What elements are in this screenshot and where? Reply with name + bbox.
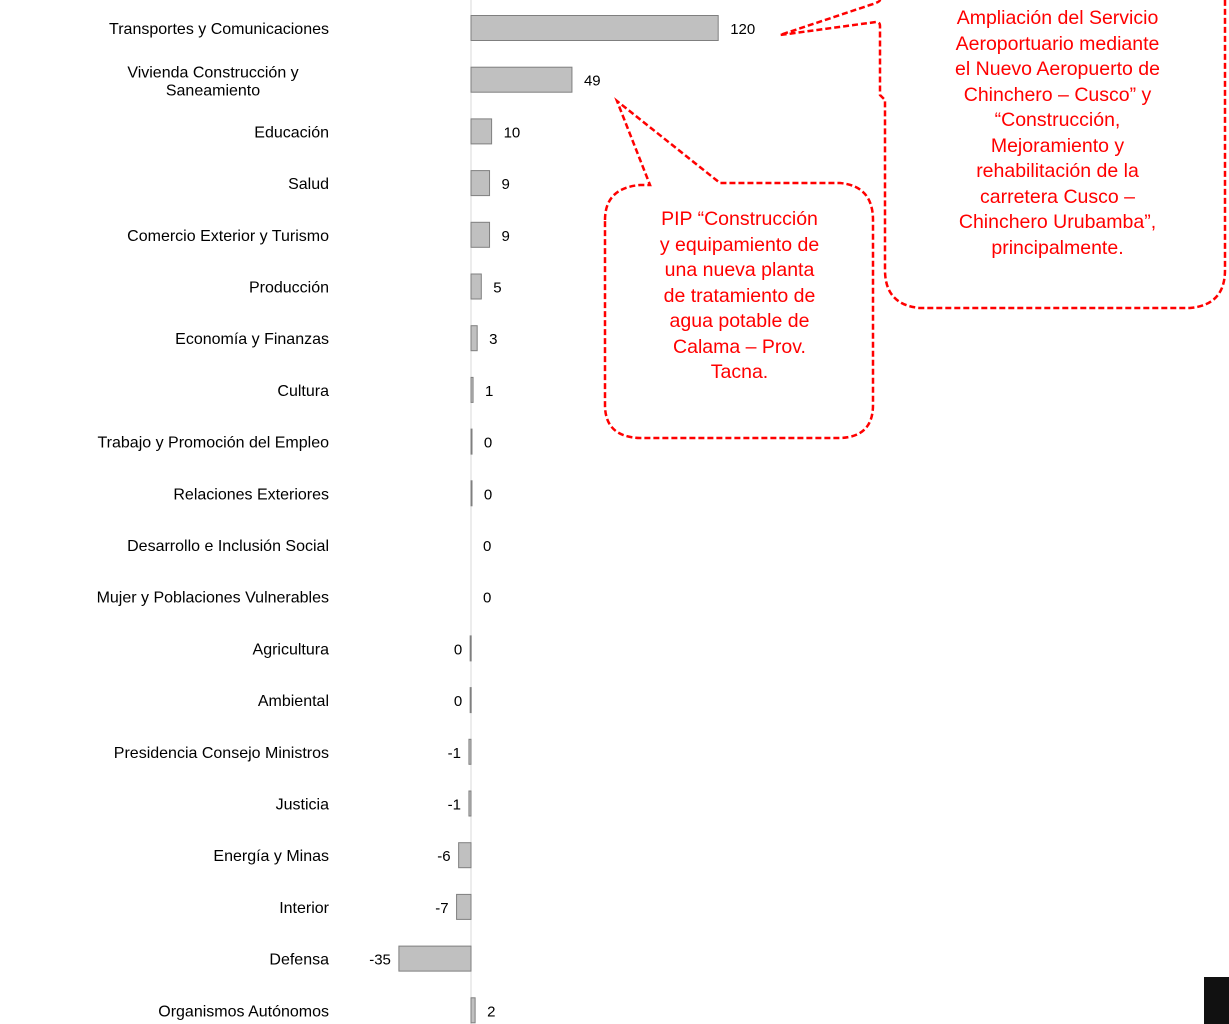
value-label: 5 <box>493 279 502 297</box>
bar <box>470 636 471 661</box>
category-label: Defensa <box>269 951 329 969</box>
corner-decoration <box>1204 977 1229 1024</box>
category-label: Comercio Exterior y Turismo <box>127 227 329 245</box>
value-label: -1 <box>447 796 461 814</box>
callout-middle-line: una nueva planta <box>664 259 815 281</box>
callout-right-line: el Nuevo Aeropuerto de <box>955 58 1160 80</box>
bar <box>457 894 471 919</box>
bar <box>471 481 472 506</box>
callout-right-line: Ampliación del Servicio <box>956 7 1159 29</box>
value-label: 9 <box>501 176 510 194</box>
value-label: -6 <box>437 848 451 866</box>
bar <box>470 688 471 713</box>
category-label: Presidencia Consejo Ministros <box>113 744 329 762</box>
callout-middle-text <box>612 207 867 386</box>
category-label: Justicia <box>275 796 329 814</box>
bar <box>471 326 477 351</box>
value-label: 0 <box>483 434 493 452</box>
value-label: 1 <box>485 382 494 400</box>
callout-right-line: Mejoramiento y <box>990 134 1125 157</box>
bar <box>471 429 472 454</box>
value-label: -1 <box>447 744 461 762</box>
callout-right-line: Chinchero Urubamba”, <box>958 211 1157 233</box>
category-label: Ambiental <box>257 693 329 711</box>
value-label: 0 <box>453 641 463 659</box>
category-label: Vivienda Construcción y Saneamiento <box>127 64 299 100</box>
value-label: -7 <box>435 899 449 917</box>
bar <box>399 946 471 971</box>
category-label: Educación <box>254 124 329 142</box>
bar <box>471 998 475 1023</box>
value-label: 9 <box>501 227 510 245</box>
callout-right-text <box>905 6 1210 261</box>
category-label: Relaciones Exteriores <box>173 486 329 504</box>
category-label: Desarrollo e Inclusión Social <box>127 538 329 555</box>
category-label: Producción <box>248 279 329 297</box>
category-label: Economía y Finanzas <box>175 331 329 349</box>
callout-right-line: carretera Cusco – <box>980 185 1135 208</box>
bar <box>471 16 718 41</box>
category-label: Trabajo y Promoción del Empleo <box>97 434 329 452</box>
callout-right-line: rehabilitación de la <box>976 160 1139 182</box>
category-label: Organismos Autónomos <box>158 1003 329 1021</box>
callout-middle-line: agua potable de <box>669 310 810 332</box>
bar <box>469 791 471 816</box>
callout-right-line: Chinchero – Cusco” y <box>963 83 1152 106</box>
bar <box>471 119 492 144</box>
value-label: 10 <box>503 124 521 142</box>
callout-middle-line: Calama – Prov. <box>673 335 806 358</box>
value-label: 0 <box>483 589 492 607</box>
bar <box>469 739 471 764</box>
value-label: 0 <box>483 538 492 555</box>
callout-middle-line: de tratamiento de <box>663 284 816 307</box>
category-label: Mujer y Poblaciones Vulnerables <box>96 589 329 607</box>
bar <box>471 67 572 92</box>
bar <box>471 377 473 402</box>
value-label: 120 <box>730 21 756 38</box>
bar <box>471 171 490 196</box>
callout-right-line: “Construcción, <box>994 109 1121 131</box>
callout-right-line: principalmente. <box>991 236 1124 259</box>
value-label: 3 <box>489 331 498 349</box>
category-label: Energía y Minas <box>213 848 329 866</box>
bar <box>471 222 490 247</box>
value-label: 49 <box>583 72 601 90</box>
category-label: Interior <box>279 899 329 917</box>
callout-middle-line: Tacna. <box>710 361 769 383</box>
value-label: 0 <box>453 693 463 711</box>
category-label: Transportes y Comunicaciones <box>109 21 329 38</box>
callout-middle-line: y equipamiento de <box>659 233 820 256</box>
callout-middle-line: PIP “Construcción <box>661 208 818 230</box>
category-label: Cultura <box>277 382 329 400</box>
bar <box>471 274 481 299</box>
bar <box>459 843 471 868</box>
value-label: 0 <box>483 486 493 504</box>
callout-right-line: Aeroportuario mediante <box>955 32 1160 55</box>
category-label: Agricultura <box>252 641 329 659</box>
category-label: Salud <box>288 176 329 194</box>
value-label: -35 <box>369 951 391 969</box>
value-label: 2 <box>487 1003 496 1021</box>
